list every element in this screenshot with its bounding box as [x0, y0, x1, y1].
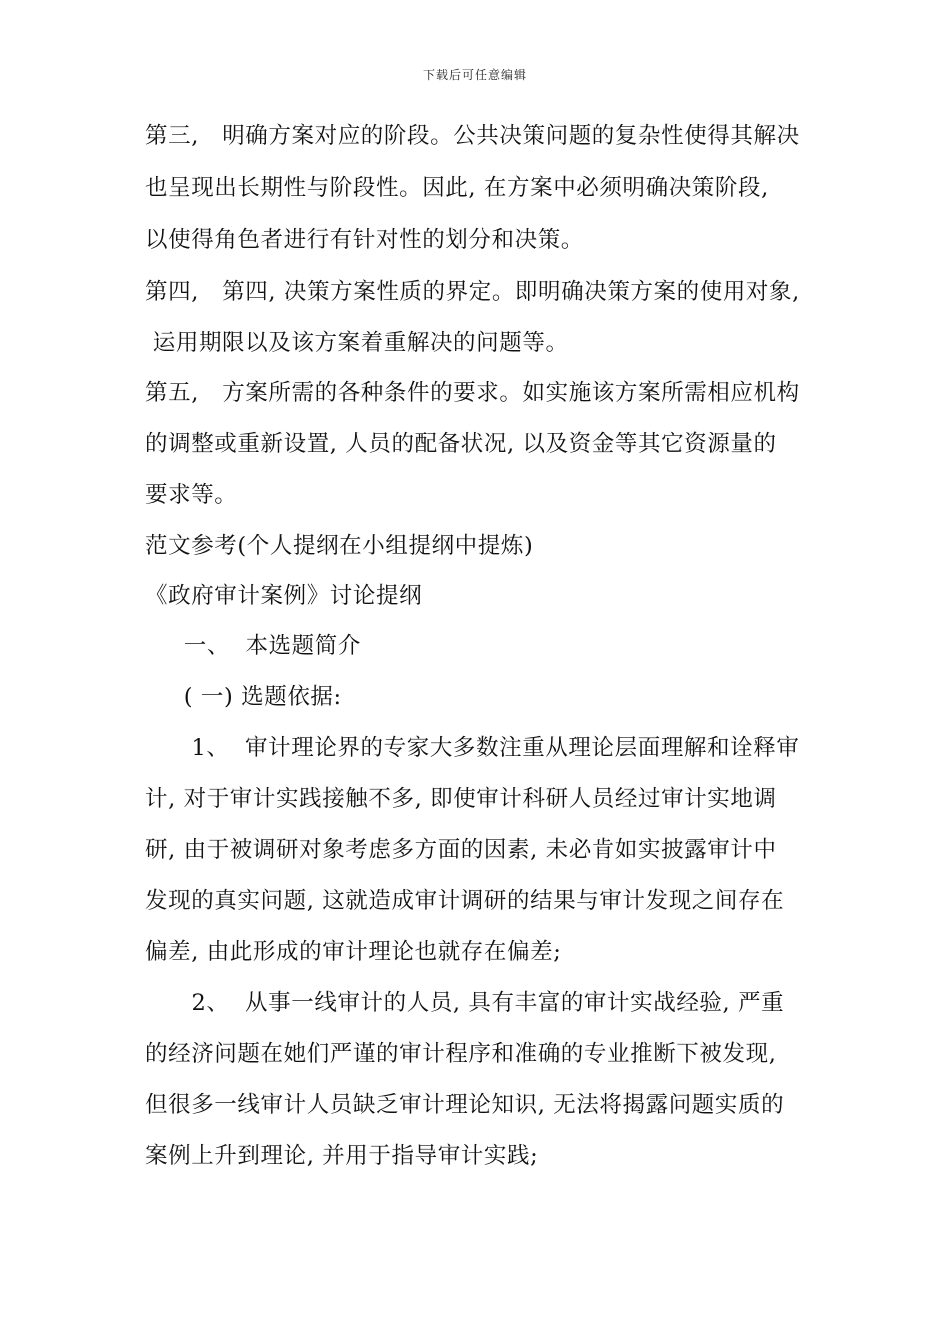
text-line: 发现的真实问题, 这就造成审计调研的结果与审计发现之间存在	[145, 888, 785, 914]
section-heading: 一、 本选题简介	[145, 633, 361, 659]
text-line: 案例上升到理论, 并用于指导审计实践;	[145, 1143, 539, 1169]
text-line: 计, 对于审计实践接触不多, 即使审计科研人员经过审计实地调	[145, 786, 777, 812]
text-line: 也呈现出长期性与阶段性。因此, 在方案中必须明确决策阶段,	[145, 175, 769, 201]
text-line: 第五, 方案所需的各种条件的要求。如实施该方案所需相应机构	[145, 380, 800, 406]
text-line: 运用期限以及该方案着重解决的问题等。	[145, 330, 569, 356]
text-line: 要求等。	[145, 482, 238, 508]
text-line: 2、 从事一线审计的人员, 具有丰富的审计实战经验, 严重	[145, 990, 785, 1016]
page-header: 下载后可任意编辑	[422, 68, 527, 82]
text-line: 偏差, 由此形成的审计理论也就存在偏差;	[145, 939, 562, 965]
text-line: 但很多一线审计人员缺乏审计理论知识, 无法将揭露问题实质的	[145, 1092, 785, 1118]
text-line: 1、 审计理论界的专家大多数注重从理论层面理解和诠释审	[145, 735, 800, 761]
text-line: 的经济问题在她们严谨的审计程序和准确的专业推断下被发现,	[145, 1041, 777, 1067]
text-line: 第四, 第四, 决策方案性质的界定。即明确决策方案的使用对象,	[145, 279, 800, 305]
text-line: 的调整或重新设置, 人员的配备状况, 以及资金等其它资源量的	[145, 431, 777, 457]
text-line: 范文参考(个人提纲在小组提纲中提炼)	[145, 533, 534, 559]
text-line: 研, 由于被调研对象考虑多方面的因素, 未必肯如实披露审计中	[145, 837, 777, 863]
text-line: 《政府审计案例》讨论提纲	[145, 583, 423, 609]
text-line: 第三, 明确方案对应的阶段。公共决策问题的复杂性使得其解决	[145, 123, 800, 149]
text-line: 以使得角色者进行有针对性的划分和决策。	[145, 227, 584, 253]
subsection-heading: ( 一) 选题依据:	[145, 684, 342, 710]
